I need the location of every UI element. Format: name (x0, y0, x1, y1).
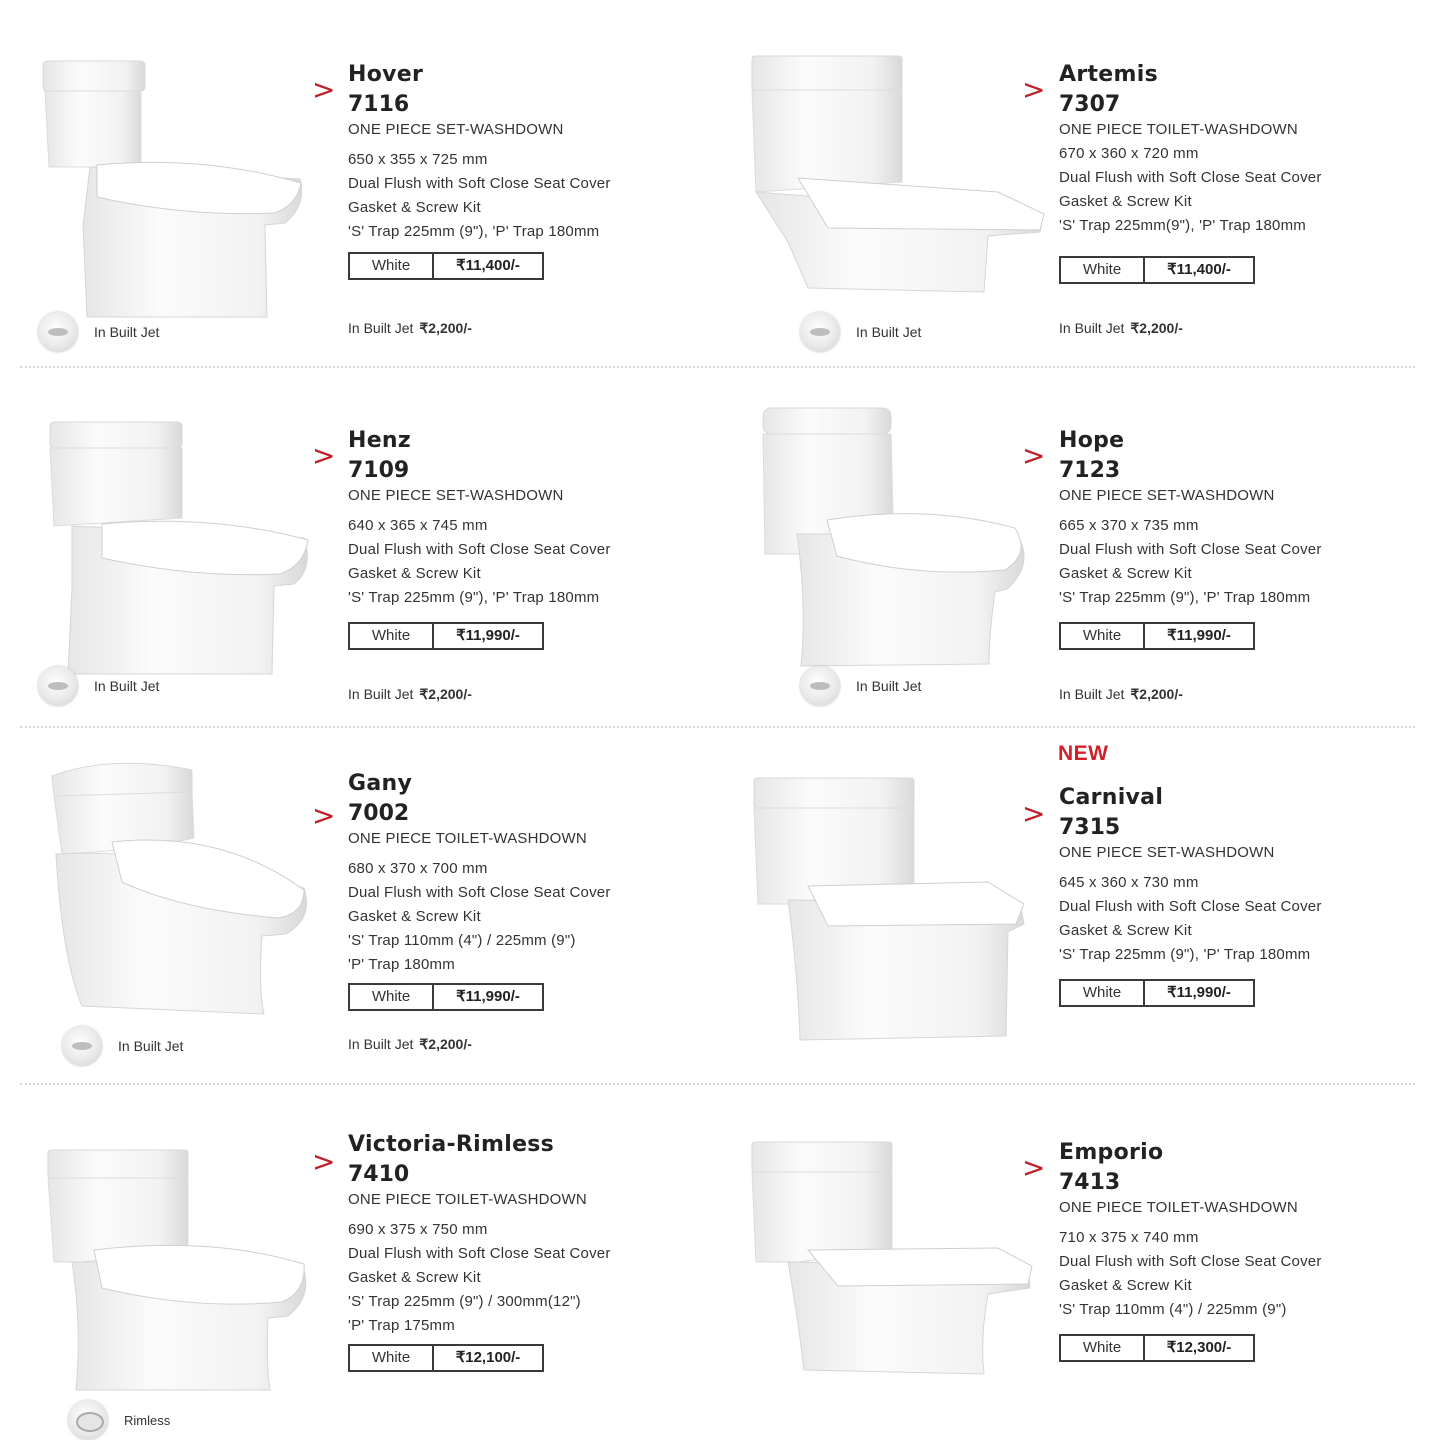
product-type: ONE PIECE TOILET-WASHDOWN (348, 1191, 587, 1208)
product-name: Henz (348, 428, 411, 453)
feature-line: Dual Flush with Soft Close Seat Cover (348, 1245, 611, 1262)
jet-price-value: ₹2,200/- (419, 320, 472, 336)
price-box (1059, 979, 1255, 1007)
product-name: Gany (348, 771, 413, 796)
toilet-image (42, 758, 317, 1033)
product-info (1059, 60, 1322, 284)
feature-line: Dual Flush with Soft Close Seat Cover (348, 175, 611, 192)
price-value: ₹11,990/- (1167, 627, 1231, 644)
product-dimensions: 690 x 375 x 750 mm (348, 1221, 488, 1238)
feature-line: Gasket & Screw Kit (1059, 565, 1192, 582)
product-info (1059, 426, 1322, 650)
section-divider (20, 1083, 1415, 1085)
product-code: 7413 (1059, 1170, 1121, 1195)
price-box (348, 983, 544, 1011)
price-value: ₹11,400/- (1167, 261, 1231, 278)
feature-line: 'P' Trap 180mm (348, 956, 455, 973)
feature-line: Dual Flush with Soft Close Seat Cover (1059, 169, 1322, 186)
product-info (348, 769, 611, 1011)
product-name: Emporio (1059, 1140, 1164, 1165)
price-box (348, 1344, 544, 1372)
rimless-icon (68, 1400, 108, 1440)
product-dimensions: 665 x 370 x 735 mm (1059, 517, 1199, 534)
jet-label: In Built Jet (348, 1036, 414, 1052)
price-value: ₹11,990/- (456, 988, 520, 1005)
color-label: White (1061, 981, 1145, 1005)
badge-label: In Built Jet (856, 678, 922, 694)
jet-price-value: ₹2,200/- (1130, 686, 1183, 702)
product-name: Hope (1059, 428, 1125, 453)
price-box (348, 252, 544, 280)
feature-line: Dual Flush with Soft Close Seat Cover (1059, 541, 1322, 558)
jet-icon (38, 312, 78, 352)
product-name: Hover (348, 62, 424, 87)
price-value: ₹11,400/- (456, 257, 520, 274)
toilet-image (35, 55, 310, 325)
product-code: 7410 (348, 1162, 410, 1187)
toilet-image (748, 774, 1048, 1054)
jet-price (348, 686, 472, 703)
feature-line: 'S' Trap 110mm (4") / 225mm (9") (348, 932, 576, 949)
product-type: ONE PIECE TOILET-WASHDOWN (1059, 121, 1298, 138)
feature-line: 'S' Trap 225mm (9"), 'P' Trap 180mm (348, 589, 600, 606)
price-value: ₹11,990/- (456, 627, 520, 644)
jet-icon (62, 1026, 102, 1066)
badge-label: Rimless (124, 1412, 171, 1428)
color-label: White (350, 1346, 434, 1370)
feature-line: Dual Flush with Soft Close Seat Cover (348, 541, 611, 558)
feature-badge (38, 312, 159, 352)
chevron-right-icon: > (312, 799, 336, 832)
color-label: White (1061, 258, 1145, 282)
feature-line: 'S' Trap 110mm (4") / 225mm (9") (1059, 1301, 1287, 1318)
feature-line: Gasket & Screw Kit (1059, 1277, 1192, 1294)
price-box (1059, 256, 1255, 284)
feature-line: Gasket & Screw Kit (1059, 922, 1192, 939)
product-name: Artemis (1059, 62, 1158, 87)
jet-price-value: ₹2,200/- (1130, 320, 1183, 336)
product-code: 7109 (348, 458, 410, 483)
product-info (348, 60, 611, 280)
jet-price (1059, 686, 1183, 703)
color-label: White (1061, 624, 1145, 648)
badge-label: In Built Jet (118, 1038, 184, 1054)
price-value: ₹12,100/- (455, 1349, 521, 1366)
feature-line: 'P' Trap 175mm (348, 1317, 455, 1334)
product-code: 7315 (1059, 815, 1121, 840)
feature-line: 'S' Trap 225mm (9"), 'P' Trap 180mm (348, 223, 600, 240)
product-info (348, 426, 611, 650)
price-value: ₹12,300/- (1166, 1339, 1232, 1356)
jet-price-value: ₹2,200/- (419, 1036, 472, 1052)
toilet-image (42, 1146, 317, 1396)
feature-badge (62, 1026, 183, 1066)
jet-price (348, 1036, 472, 1053)
feature-line: 'S' Trap 225mm(9"), 'P' Trap 180mm (1059, 217, 1306, 234)
feature-badge (800, 666, 921, 706)
product-dimensions: 650 x 355 x 725 mm (348, 151, 488, 168)
feature-line: Dual Flush with Soft Close Seat Cover (1059, 1253, 1322, 1270)
color-label: White (350, 254, 434, 278)
badge-label: In Built Jet (94, 678, 160, 694)
jet-price-value: ₹2,200/- (419, 686, 472, 702)
product-info (1059, 783, 1322, 1007)
chevron-right-icon: > (1022, 797, 1046, 830)
toilet-image (42, 418, 317, 680)
product-dimensions: 645 x 360 x 730 mm (1059, 874, 1199, 891)
feature-badge (38, 666, 159, 706)
badge-label: In Built Jet (94, 324, 160, 340)
product-dimensions: 710 x 375 x 740 mm (1059, 1229, 1199, 1246)
chevron-right-icon: > (312, 73, 336, 106)
jet-price (348, 320, 472, 337)
product-code: 7116 (348, 92, 410, 117)
product-code: 7123 (1059, 458, 1121, 483)
toilet-image (757, 404, 1032, 679)
chevron-right-icon: > (1022, 439, 1046, 472)
product-dimensions: 640 x 365 x 745 mm (348, 517, 488, 534)
new-badge: NEW (1058, 742, 1109, 765)
price-box (348, 622, 544, 650)
feature-line: Dual Flush with Soft Close Seat Cover (1059, 898, 1322, 915)
toilet-image (748, 1138, 1048, 1388)
product-name: Carnival (1059, 785, 1164, 810)
product-info (1059, 1138, 1322, 1362)
color-label: White (1061, 1336, 1145, 1360)
section-divider (20, 726, 1415, 728)
feature-line: Gasket & Screw Kit (348, 1269, 481, 1286)
product-info (348, 1130, 611, 1372)
feature-badge (800, 312, 921, 352)
jet-icon (800, 312, 840, 352)
price-value: ₹11,990/- (1167, 984, 1231, 1001)
section-divider (20, 366, 1415, 368)
product-code: 7307 (1059, 92, 1121, 117)
color-label: White (350, 624, 434, 648)
feature-line: 'S' Trap 225mm (9") / 300mm(12") (348, 1293, 581, 1310)
toilet-image (748, 52, 1048, 327)
product-dimensions: 670 x 360 x 720 mm (1059, 145, 1199, 162)
jet-icon (800, 666, 840, 706)
product-type: ONE PIECE SET-WASHDOWN (348, 487, 564, 504)
product-dimensions: 680 x 370 x 700 mm (348, 860, 488, 877)
jet-label: In Built Jet (1059, 686, 1125, 702)
product-type: ONE PIECE TOILET-WASHDOWN (348, 830, 587, 847)
feature-line: 'S' Trap 225mm (9"), 'P' Trap 180mm (1059, 589, 1311, 606)
jet-icon (38, 666, 78, 706)
product-type: ONE PIECE SET-WASHDOWN (1059, 844, 1275, 861)
feature-line: Gasket & Screw Kit (348, 565, 481, 582)
chevron-right-icon: > (1022, 1151, 1046, 1184)
chevron-right-icon: > (1022, 73, 1046, 106)
feature-line: Dual Flush with Soft Close Seat Cover (348, 884, 611, 901)
chevron-right-icon: > (312, 439, 336, 472)
feature-line: Gasket & Screw Kit (1059, 193, 1192, 210)
jet-label: In Built Jet (348, 686, 414, 702)
feature-line: 'S' Trap 225mm (9"), 'P' Trap 180mm (1059, 946, 1311, 963)
product-code: 7002 (348, 801, 410, 826)
price-box (1059, 1334, 1255, 1362)
jet-label: In Built Jet (348, 320, 414, 336)
color-label: White (350, 985, 434, 1009)
product-type: ONE PIECE SET-WASHDOWN (1059, 487, 1275, 504)
price-box (1059, 622, 1255, 650)
product-type: ONE PIECE SET-WASHDOWN (348, 121, 564, 138)
product-name: Victoria-Rimless (348, 1132, 555, 1157)
jet-price (1059, 320, 1183, 337)
chevron-right-icon: > (312, 1145, 336, 1178)
feature-badge (68, 1400, 170, 1440)
product-type: ONE PIECE TOILET-WASHDOWN (1059, 1199, 1298, 1216)
feature-line: Gasket & Screw Kit (348, 199, 481, 216)
feature-line: Gasket & Screw Kit (348, 908, 481, 925)
jet-label: In Built Jet (1059, 320, 1125, 336)
badge-label: In Built Jet (856, 324, 922, 340)
